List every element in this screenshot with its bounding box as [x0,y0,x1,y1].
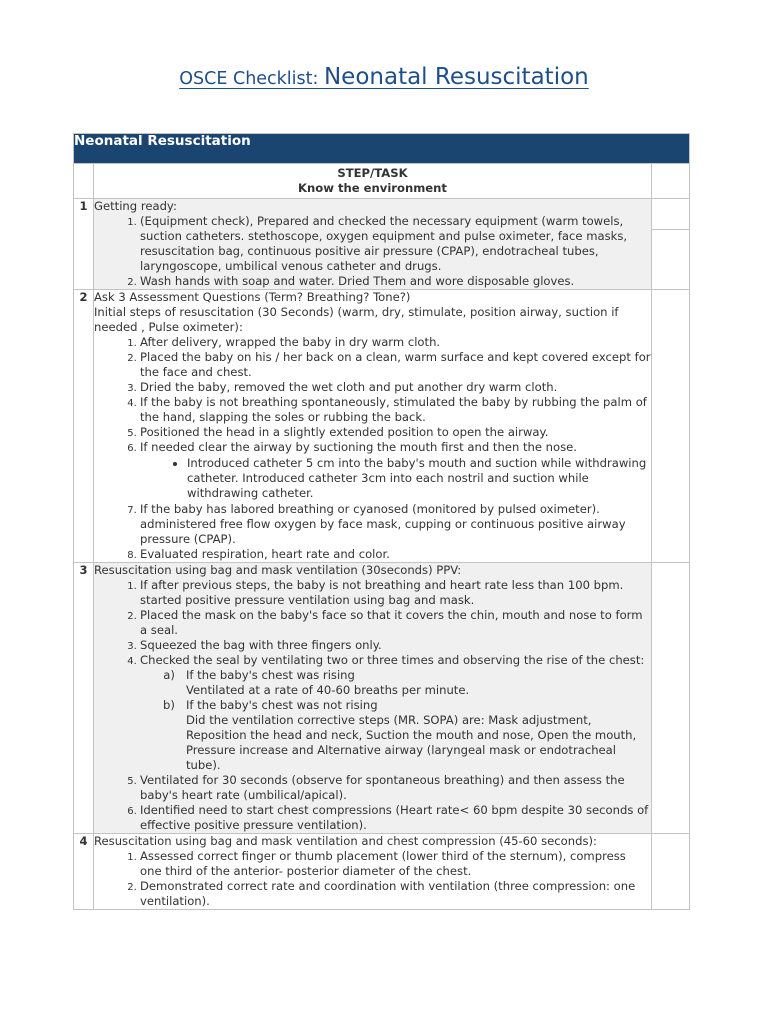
section-intro: Resuscitation using bag and mask ventilation and chest compression (45-60 seconds): [94,834,597,848]
check-cell[interactable] [652,563,690,834]
table-row [74,290,690,563]
list-item: 7. If the baby has labored breathing or cyanosed (monitored by pulsed oximeter). administered free flow oxygen by face mask, cupping or continuous positive airway pressure (CPAP). [140,502,651,547]
section-intro: Resuscitation using bag and mask ventilation (30seconds) PPV: [94,563,462,577]
sub-item [186,698,651,773]
check-cell[interactable] [652,834,690,910]
row-number: 2 [74,290,94,563]
sub-item-text: Did the ventilation corrective steps (MR. SOPA) are: Mask adjustment, Reposition the head and neck, Suction the mouth and nose, Open the mouth, Pressure increase and Alternative airway (laryngeal mask or endotracheal tube). [186,713,637,772]
check-cell [652,164,690,199]
list-item: 1. Assessed correct finger or thumb placement (lower third of the sternum), compress one third of the anterior- posterior diameter of the chest. [140,849,651,879]
column-header [94,164,652,199]
list-item: 6. Identified need to start chest compressions (Heart rate< 60 bpm despite 30 seconds of effective positive pressure ventilation). [140,803,651,833]
page-title-prefix: OSCE Checklist: [179,69,324,89]
step-list [94,335,651,562]
list-item [140,653,651,773]
list-item: 5. Ventilated for 30 seconds (observe for spontaneous breathing) and then assess the baby's heart rate (umbilical/apical). [140,773,651,803]
row-number: 1 [74,199,94,290]
list-item: 1. If after previous steps, the baby is not breathing and heart rate less than 100 bpm. started positive pressure ventilation using bag and mask. [140,578,651,608]
row-number: 3 [74,563,94,834]
list-item: 4. If the baby is not breathing spontaneously, stimulated the baby by rubbing the palm of the hand, slapping the soles or rubbing the back. [140,395,651,425]
section-intro: Getting ready: [94,199,177,213]
step-cell [94,199,652,290]
section-intro: Initial steps of resuscitation (30 Seconds) (warm, dry, stimulate, position airway, suction if needed , Pulse oximeter): [94,305,619,334]
table-header: Neonatal Resuscitation [74,134,690,164]
list-item: 2. Wash hands with soap and water. Dried Them and wore disposable gloves. [140,274,651,289]
list-item: 5. Positioned the head in a slightly extended position to open the airway. [140,425,651,440]
table-header-row [74,134,690,164]
step-list [94,214,651,289]
list-item: 3. Squeezed the bag with three fingers only. [140,638,651,653]
check-cell[interactable] [652,199,690,290]
check-box[interactable] [652,199,689,230]
list-item: 2. Placed the baby on his / her back on a clean, warm surface and kept covered except for the face and chest. [140,350,651,380]
check-cell[interactable] [652,290,690,563]
bullet-item: • Introduced catheter 5 cm into the baby's mouth and suction while withdrawing catheter. Introduced catheter 3cm into each nostril and suction while withdrawing catheter. [187,456,651,501]
bullet-list [140,456,651,501]
step-list [94,578,651,833]
sub-item [186,668,651,698]
table-row [74,199,690,290]
column-header-row [74,164,690,199]
sub-item-head: b. If the baby's chest was not rising [186,698,378,712]
section-intro: Ask 3 Assessment Questions (Term? Breathing? Tone?) [94,290,411,304]
sub-item-head: a. If the baby's chest was rising [186,668,355,682]
list-item: 2. Demonstrated correct rate and coordination with ventilation (three compression: one ventilation). [140,879,651,909]
table-row [74,834,690,910]
list-item-text: Checked the seal by ventilating two or three times and observing the rise of the chest: [140,653,645,667]
list-item [140,440,651,501]
list-item: 8. Evaluated respiration, heart rate and color. [140,547,651,562]
sub-item-text: Ventilated at a rate of 40-60 breaths per minute. [186,683,470,697]
step-cell [94,290,652,563]
list-item: 3. Dried the baby, removed the wet cloth and put another dry warm cloth. [140,380,651,395]
step-cell [94,563,652,834]
list-item: 1. After delivery, wrapped the baby in dry warm cloth. [140,335,651,350]
checklist-table [73,133,690,910]
page-title-main: Neonatal Resuscitation [323,64,589,90]
step-list [94,849,651,909]
list-item-text: If needed clear the airway by suctioning the mouth first and then the nose. [140,440,577,454]
column-header-environment: Know the environment [298,181,447,195]
num-cell [74,164,94,199]
page-title [0,64,768,90]
list-item: 2. Placed the mask on the baby's face so that it covers the chin, mouth and nose to form a seal. [140,608,651,638]
table-row [74,563,690,834]
column-header-step: STEP/TASK [337,166,408,180]
sub-list [140,668,651,773]
list-item: 1. (Equipment check), Prepared and checked the necessary equipment (warm towels, suction catheters. stethoscope, oxygen equipment and pulse oximeter, face masks, resuscitation bag, continuous positive air pressure (CPAP), endotracheal tubes, laryngoscope, umbilical venous catheter and drugs. [140,214,651,274]
row-number: 4 [74,834,94,910]
step-cell [94,834,652,910]
